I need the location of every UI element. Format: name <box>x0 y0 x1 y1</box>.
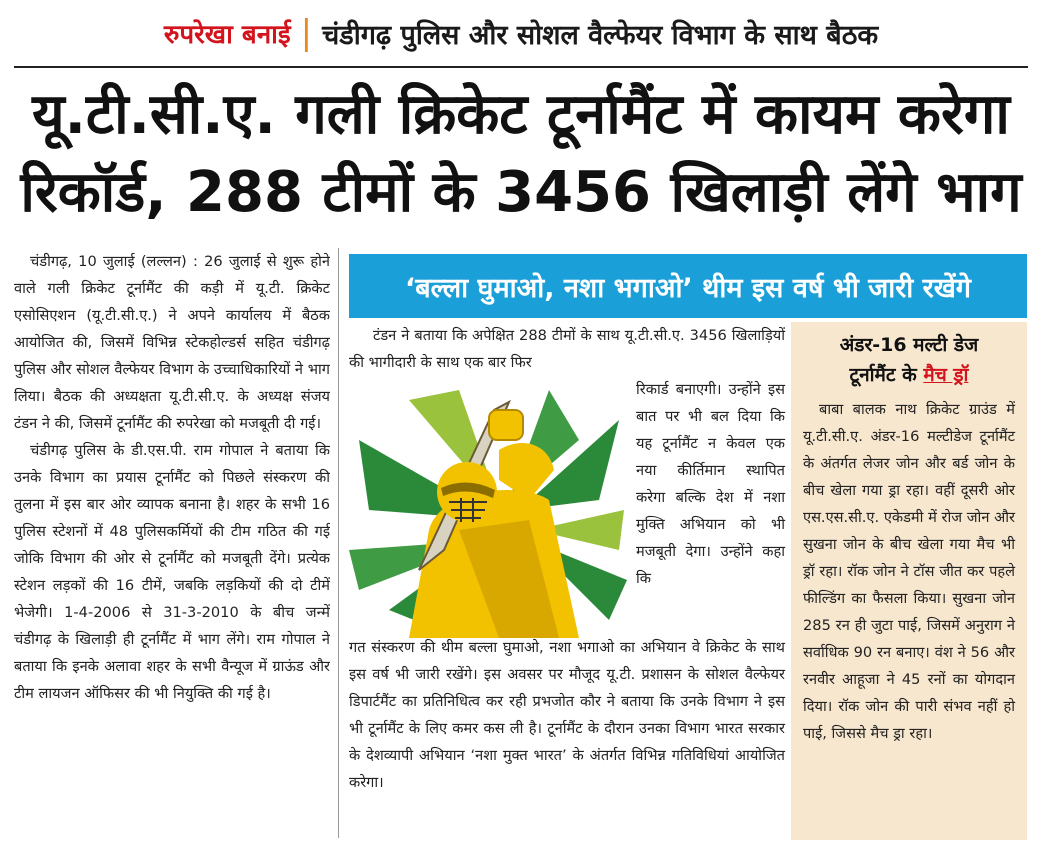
sidebar-body-text: बाबा बालक नाथ क्रिकेट ग्राउंड में यू.टी.सी.ए. अंडर-16 मल्टीडेज टूर्नामैंट के अंतर्गत लेजर जोन और बर्ड जोन के बीच खेला गया ड्रा रहा। वहीं दूसरी ओर एस.एस.सी.ए. एकेडमी में रोज जोन और सुखना जोन के बीच खेला गया मैच भी ड्रॉ रहा। रॉक जोन ने टॉस जीत कर पहले फील्डिंग का फैसला किया। सुखना जोन 285 रन ही जुटा पाई, जिसमें अनुराग ने सर्वाधिक 90 रन बनाए। वंश ने 56 और रनवीर आहूजा ने 45 रनों का योगदान दिया। रॉक जोन की पारी संभव नहीं हो पाई, जिससे मैच ड्रा रहा। <box>803 401 1015 742</box>
sidebar-title-line-1: अंडर-16 मल्टी डेज <box>839 334 979 356</box>
middle-bottom-block <box>349 634 785 796</box>
theme-banner <box>349 254 1027 318</box>
sidebar-title-plain: टूर्नामैंट के <box>849 364 924 386</box>
theme-banner-text: ‘बल्ला घुमाओ, नशा भगाओ’ थीम इस वर्ष भी जारी रखेंगे <box>405 272 971 304</box>
kicker-label: रुपरेखा बनाई <box>163 20 291 50</box>
middle-side-text: रिकार्ड बनाएगी। उन्होंने इस बात पर भी बल दिया कि यह टूर्नामैंट न केवल एक नया कीर्तिमान स्थापित करेगा बल्कि देश में नशा मुक्ति अभियान को भी मजबूती देगा। उन्होंने कहा कि <box>636 381 785 587</box>
subheadline: चंडीगढ़ पुलिस और सोशल वैल्फेयर विभाग के साथ बैठक <box>322 19 879 51</box>
middle-intro <box>349 322 785 376</box>
left-paragraph-2: चंडीगढ़ पुलिस के डी.एस.पी. राम गोपाल ने बताया कि उनके विभाग का प्रयास टूर्नामैंट को पिछले संस्करण की तुलना में इस बार ओर व्यापक बनाना है। शहर के सभी 16 पुलिस स्टेशनों में 48 पुलिसकर्मियों की टीम गठित की गई जोकि विभाग की ओर से टूर्नामैंट को मजबूती देंगे। प्रत्येक स्टेशन लड़कों की 16 टीमें, जबकि लड़कियों की दो टीमें भेजेगी। 1-4-2006 से 31-3-2010 के बीच जन्में चंडीगढ़ के खिलाड़ी ही टूर्नामैंट में भाग लेंगे। राम गोपाल ने बताया कि इनके अलावा शहर के सभी वैन्यूज में ग्राऊंड और टीम लायजन ऑफिसर की भी नियुक्ति की गई है। <box>14 442 330 702</box>
header-row <box>0 0 1042 66</box>
column-divider <box>338 248 339 838</box>
cricket-batsman-icon <box>349 380 631 638</box>
left-column <box>14 248 330 838</box>
headline <box>0 76 1042 232</box>
sidebar-title-line-2 <box>803 360 1015 390</box>
sidebar-title-highlight: मैच ड्रॉ <box>923 364 969 386</box>
sidebar-title <box>803 330 1015 390</box>
headline-line-2: रिकॉर्ड, 288 टीमों के 3456 खिलाड़ी लेंगे भाग <box>20 160 1022 225</box>
batting-glove <box>489 410 523 440</box>
header-rule <box>14 66 1028 68</box>
sidebar-box <box>791 322 1027 840</box>
middle-intro-text: टंडन ने बताया कि अपेक्षित 288 टीमों के साथ यू.टी.सी.ए. 3456 खिलाड़ियों की भागीदारी के साथ एक बार फिर <box>349 327 785 371</box>
middle-side-column <box>636 376 785 592</box>
kicker-separator: | <box>300 13 313 53</box>
sidebar-body <box>803 396 1015 747</box>
left-paragraph-1: चंडीगढ़, 10 जुलाई (लल्लन) : 26 जुलाई से शुरू होने वाले गली क्रिकेट टूर्नामैंट की कड़ी में यू.टी. क्रिकेट एसोसिएशन (यू.टी.सी.ए.) ने अपने कार्यालय में बैठक आयोजित की, जिसमें विभिन्न स्टेकहोल्डर्स सहित चंडीगढ़ पुलिस और सोशल वैल्फेयर विभाग के उच्चाधिकारियों ने भाग लिया। बैठक की अध्यक्षता यू.टी.सी.ए. के अध्यक्ष संजय टंडन ने की, जिसमें टूर्नामैंट की रुपरेखा को मजबूती दी गई। <box>14 253 330 432</box>
middle-bottom-text: गत संस्करण की थीम बल्ला घुमाओ, नशा भगाओ का अभियान वे क्रिकेट के साथ इस वर्ष भी जारी रखेंगे। इस अवसर पर मौजूद यू.टी. प्रशासन के सोशल वैल्फेयर डिपार्टमैंट का प्रतिनिधित्व कर रही प्रभजोत कौर ने बताया कि उनके विभाग ने इस भी टूर्नामैंट के लिए कमर कस ली है। टूर्नामैंट के दौरान उनका विभाग भारत सरकार के देशव्यापी अभियान ‘नशा मुक्त भारत’ के अंतर्गत विभिन्न गतिविधियां आयोजित करेगा। <box>349 639 785 791</box>
headline-line-1: यू.टी.सी.ए. गली क्रिकेट टूर्नामैंट में कायम करेगा <box>32 82 1010 147</box>
